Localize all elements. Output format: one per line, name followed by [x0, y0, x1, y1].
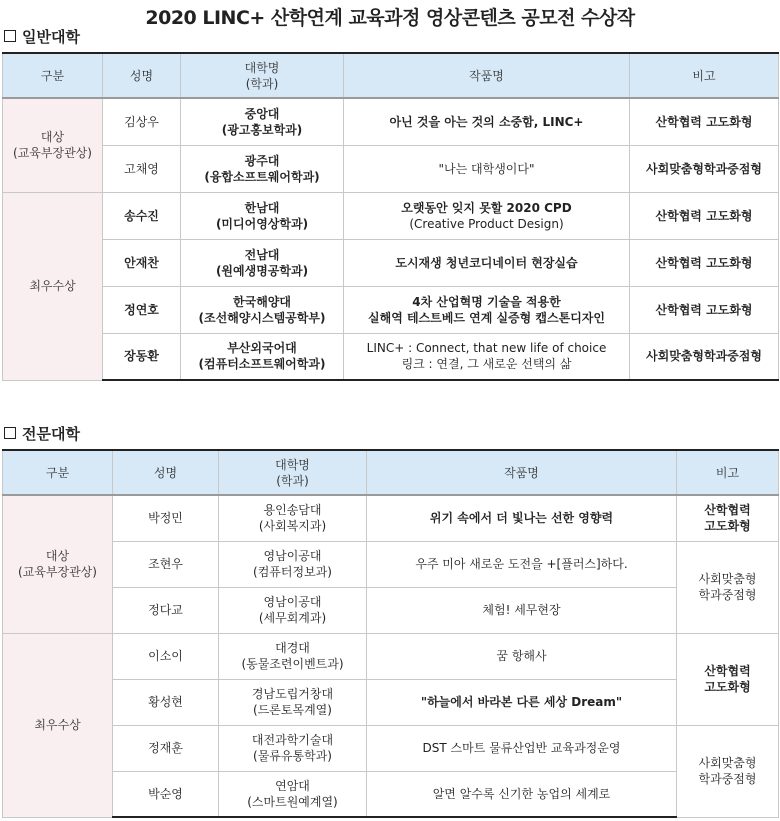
winner-name: 박순영: [113, 771, 219, 817]
checkbox-square-icon: [4, 427, 16, 439]
note-cell: 사회맞춤형 학과중점형: [677, 725, 779, 817]
note-cell: 산학협력 고도화형: [630, 286, 779, 333]
work-title: 4차 산업혁명 기술을 적용한 실해역 테스트베드 연계 실증형 캡스톤디자인: [344, 286, 630, 333]
work-title: 꿈 항해사: [367, 633, 677, 679]
work-title: LINC+ : Connect, that new life of choice 링크 : 연결, 그 새로운 선택의 삶: [344, 333, 630, 380]
header-work: 작품명: [367, 450, 677, 495]
work-title: 우주 미아 새로운 도전을 +[플러스]하다.: [367, 541, 677, 587]
header-category: 구분: [3, 53, 103, 98]
category-cell-grand: 대상 (교육부장관상): [3, 98, 103, 192]
checkbox-square-icon: [4, 30, 16, 42]
winner-name: 김상우: [103, 98, 181, 145]
header-name: 성명: [113, 450, 219, 495]
winner-name: 송수진: [103, 192, 181, 239]
header-university: 대학명 (학과): [181, 53, 344, 98]
note-cell: 사회맞춤형학과중점형: [630, 333, 779, 380]
header-work: 작품명: [344, 53, 630, 98]
university-cell: 광주대 (융합소프트웨어학과): [181, 145, 344, 192]
winner-name: 조현우: [113, 541, 219, 587]
note-cell: 사회맞춤형학과중점형: [630, 145, 779, 192]
university-cell: 영남이공대 (세무회계과): [219, 587, 367, 633]
university-cell: 영남이공대 (컴퓨터정보과): [219, 541, 367, 587]
section-heading-label: 전문대학: [22, 425, 80, 443]
university-cell: 한남대 (미디어영상학과): [181, 192, 344, 239]
header-category: 구분: [3, 450, 113, 495]
general-university-table: [2, 52, 779, 381]
note-cell: 산학협력 고도화형: [630, 239, 779, 286]
winner-name: 장동환: [103, 333, 181, 380]
note-cell: 사회맞춤형 학과중점형: [677, 541, 779, 633]
winner-name: 박정민: [113, 495, 219, 541]
note-cell: 산학협력 고도화형: [630, 192, 779, 239]
winner-name: 정재훈: [113, 725, 219, 771]
category-cell-excellence: 최우수상: [3, 192, 103, 380]
winner-name: 정다교: [113, 587, 219, 633]
work-title: 오랫동안 잊지 못할 2020 CPD (Creative Product Design): [344, 192, 630, 239]
header-note: 비고: [677, 450, 779, 495]
university-cell: 경남도립거창대 (드론토목계열): [219, 679, 367, 725]
work-title: 위기 속에서 더 빛나는 선한 영향력: [367, 495, 677, 541]
university-cell: 연암대 (스마트원예계열): [219, 771, 367, 817]
winner-name: 황성현: [113, 679, 219, 725]
category-cell-grand: 대상 (교육부장관상): [3, 495, 113, 633]
university-cell: 전남대 (원예생명공학과): [181, 239, 344, 286]
university-cell: 대경대 (동물조련이벤트과): [219, 633, 367, 679]
category-cell-excellence: 최우수상: [3, 633, 113, 817]
work-title: DST 스마트 물류산업반 교육과정운영: [367, 725, 677, 771]
junior-college-table: [2, 449, 779, 818]
university-cell: 한국해양대 (조선해양시스템공학부): [181, 286, 344, 333]
work-title: 아닌 것을 아는 것의 소중함, LINC+: [344, 98, 630, 145]
university-cell: 대전과학기술대 (물류유통학과): [219, 725, 367, 771]
university-cell: 중앙대 (광고홍보학과): [181, 98, 344, 145]
winner-name: 이소이: [113, 633, 219, 679]
university-cell: 부산외국어대 (컴퓨터소프트웨어학과): [181, 333, 344, 380]
note-cell: 산학협력 고도화형: [677, 495, 779, 541]
header-name: 성명: [103, 53, 181, 98]
work-title: 도시재생 청년코디네이터 현장실습: [344, 239, 630, 286]
university-cell: 용인송담대 (사회복지과): [219, 495, 367, 541]
section-heading-college: [4, 423, 80, 444]
note-cell: 산학협력 고도화형: [677, 633, 779, 725]
winner-name: 고채영: [103, 145, 181, 192]
section-heading-general: [4, 26, 80, 47]
winner-name: 안재찬: [103, 239, 181, 286]
work-title: "나는 대학생이다": [344, 145, 630, 192]
work-title: "하늘에서 바라본 다른 세상 Dream": [367, 679, 677, 725]
note-cell: 산학협력 고도화형: [630, 98, 779, 145]
section-heading-label: 일반대학: [22, 28, 80, 46]
work-title: 알면 알수록 신기한 농업의 세계로: [367, 771, 677, 817]
winner-name: 정연호: [103, 286, 181, 333]
page-title: 2020 LINC+ 산학연계 교육과정 영상콘텐츠 공모전 수상작: [145, 7, 635, 29]
work-title: 체험! 세무현장: [367, 587, 677, 633]
header-note: 비고: [630, 53, 779, 98]
header-university: 대학명 (학과): [219, 450, 367, 495]
